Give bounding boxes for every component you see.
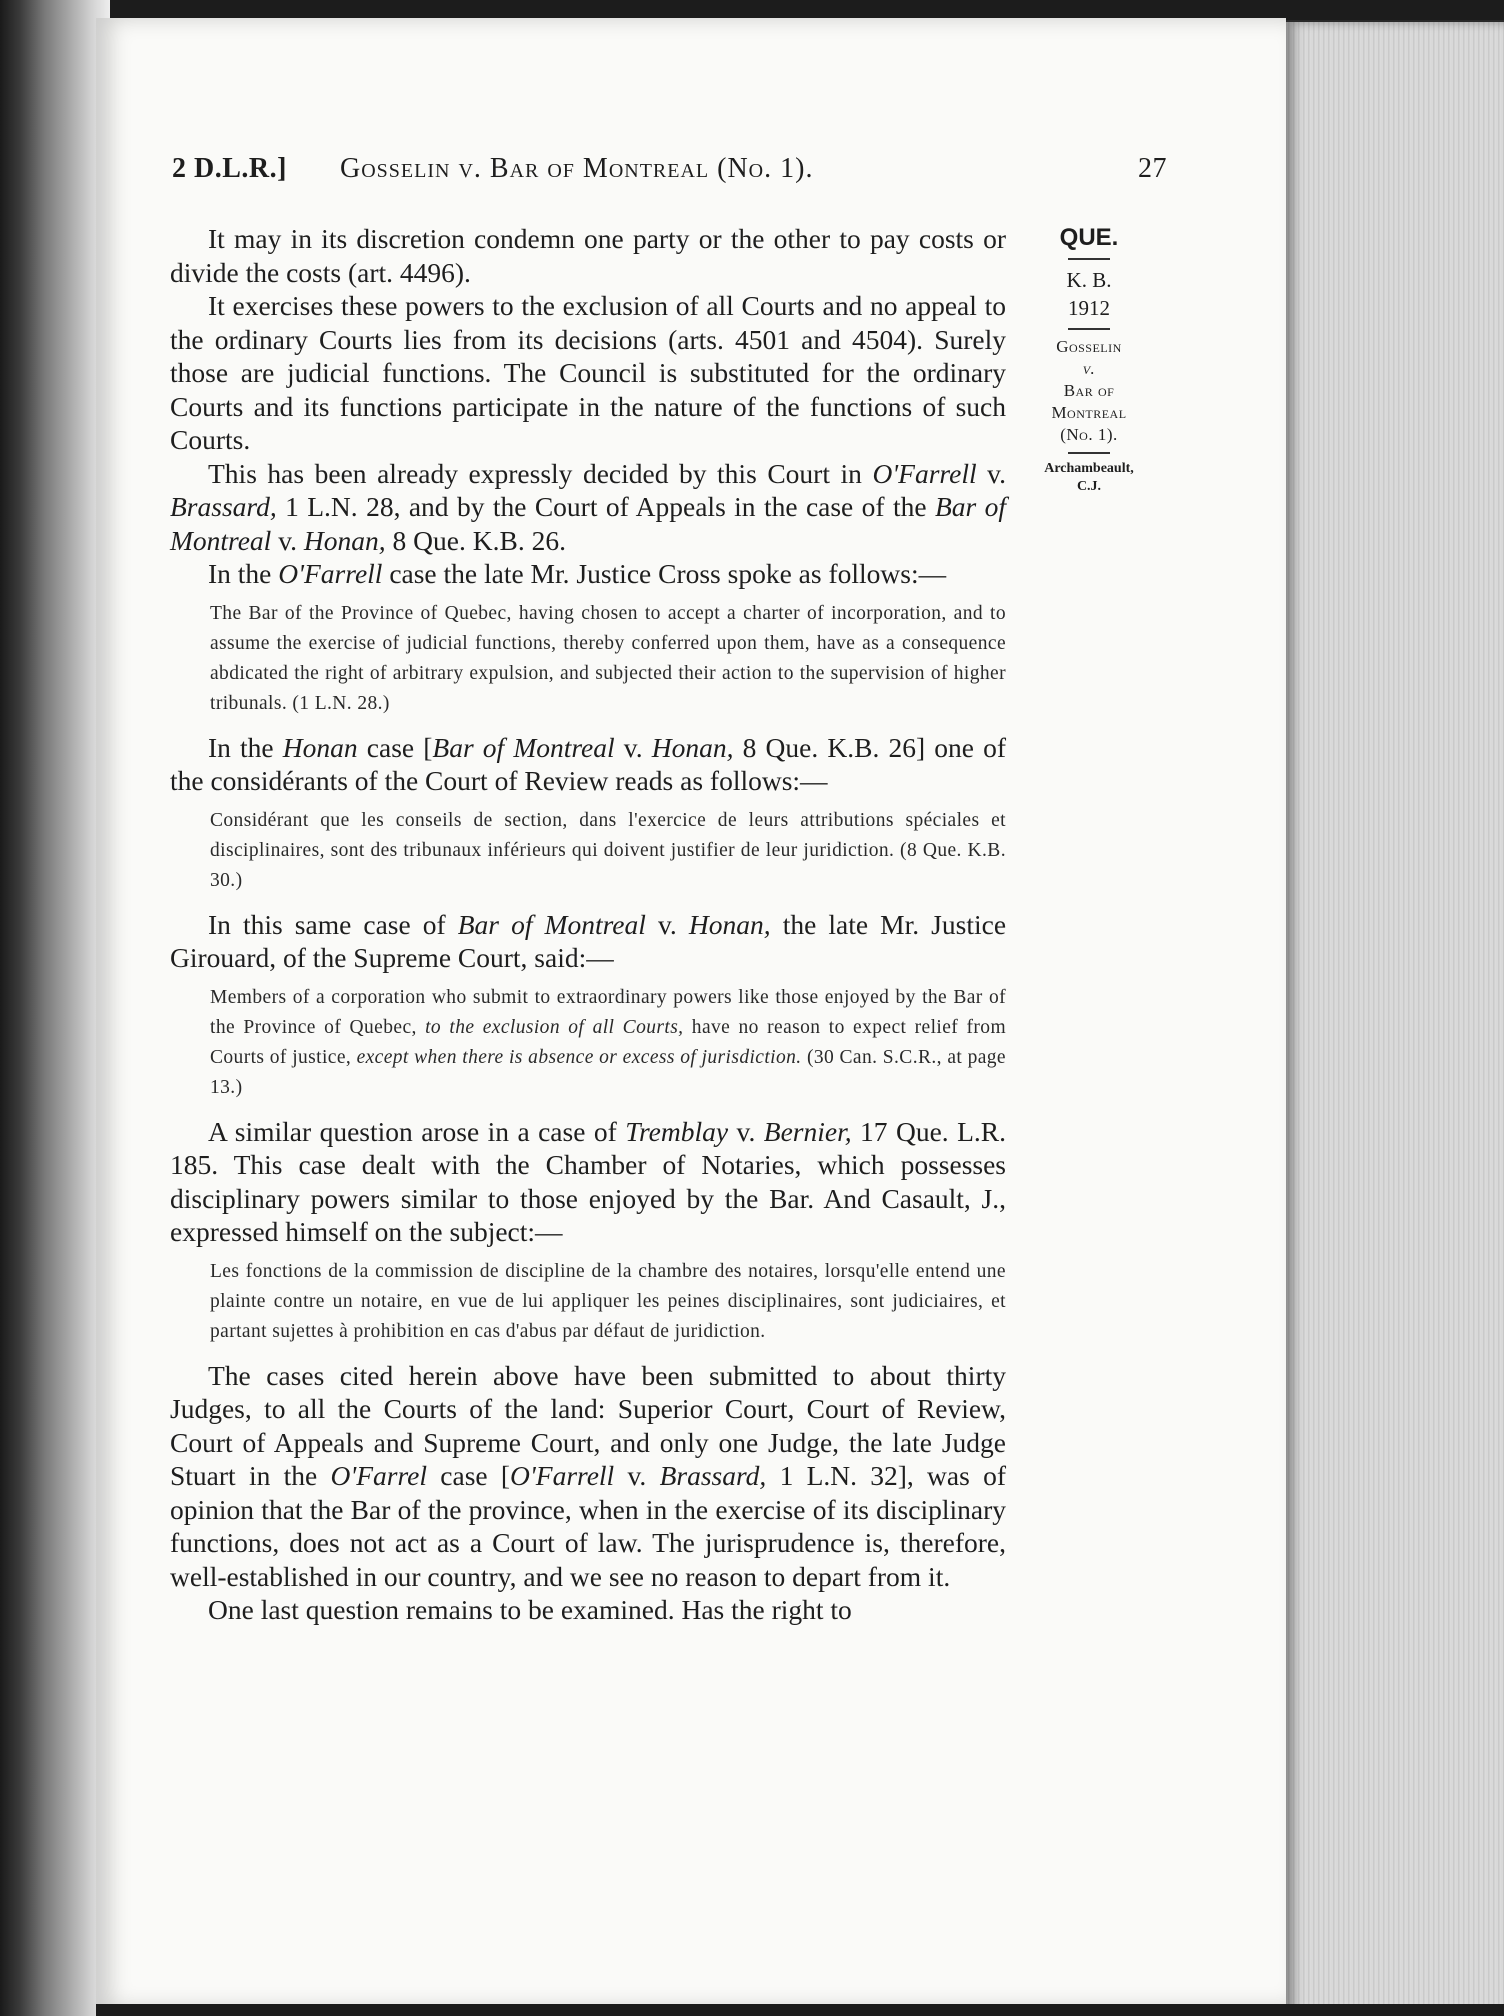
body-text [170, 222, 1006, 1627]
paragraph: It may in its discretion condemn one party or the other to pay costs or divide the costs (art. 4496). [170, 223, 1006, 288]
paragraph: In this same case of Bar of Montreal v. Honan, the late Mr. Justice Girouard, of the Supreme Court, said:— [170, 908, 1007, 973]
margin-case-line: (No. 1). [1060, 425, 1118, 444]
case-name: O'Farrell [510, 1460, 615, 1491]
margin-year: 1912 [1068, 296, 1110, 320]
paragraph: In the O'Farrell case the late Mr. Justice Cross spoke as follows:— [208, 558, 947, 589]
margin-rule [1068, 452, 1110, 454]
scan-top-border [0, 0, 1504, 20]
margin-rule [1068, 258, 1110, 260]
case-name: Bar of Montreal [457, 908, 646, 940]
margin-notes [1030, 224, 1148, 496]
book-binding [0, 0, 110, 2016]
block-quote: Considérant que les conseils de section, dans l'exercice de leurs attributions spéciales et disciplinaires, sont des tribunaux inférieurs qui doivent justifier de leur juridiction. (8 Que. K.B. 30.) [210, 809, 1006, 891]
case-name: Brassard, [170, 491, 277, 522]
paragraph: It exercises these powers to the exclusion of all Courts and no appeal to the ordinary Courts lies from its decisions (arts. 4501 and 4504). Surely those are judicial functions. The Council is substituted for the ordinary Courts and its functions participate in the nature of the functions of such Courts. [170, 290, 1006, 455]
paragraph: In the Honan case [Bar of Montreal v. Honan, 8 Que. K.B. 26] one of the considérants of the Court of Review reads as follows:— [170, 731, 1006, 796]
margin-judge: Archambeault, [1044, 461, 1134, 476]
margin-case-line: Montreal [1051, 403, 1127, 422]
margin-case-line: v. [1082, 359, 1096, 378]
paragraph: A similar question arose in a case of Tremblay v. Bernier, 17 Que. L.R. 185. This case dealt with the Chamber of Notaries, which possesses disciplinary powers similar to those enjoyed by the Bar. And Casault, J., expressed himself on the subject:— [170, 1115, 1006, 1247]
margin-court: K. B. [1066, 268, 1112, 292]
case-name: Tremblay [625, 1115, 729, 1147]
case-name: Honan, [688, 908, 771, 940]
case-name: O'Farrel [330, 1460, 428, 1491]
block-quote: Les fonctions de la commission de discipline de la chambre des notaires, lorsqu'elle entend une plainte contre un notaire, en vue de lui appliquer les peines disciplinaires, sont judiciaires, et partant sujettes à prohibition en cas d'abus par défaut de juridiction. [210, 1260, 1006, 1342]
page-edges [1286, 22, 1504, 2016]
case-name: Bar of Montreal [432, 731, 615, 763]
running-header-volume: 2 D.L.R.] [172, 153, 287, 184]
margin-rule [1068, 328, 1110, 330]
block-quote: Members of a corporation who submit to extraordinary powers like those enjoyed by the Bar of the Province of Quebec, to the exclusion of all Courts, have no reason to expect relief from Courts of justice, except when there is absence or excess of jurisdiction. (30 Can. S.C.R., at page 13.) [210, 986, 1007, 1098]
case-name: O'Farrell [278, 558, 383, 589]
paragraph: The cases cited herein above have been submitted to about thirty Judges, to all the Courts of the land: Superior Court, Court of Review, Court of Appeals and Supreme Court, and only one Judge, the late Judge Stuart in the O'Farrel case [O'Farrell v. Brassard, 1 L.N. 32], was of opinion that the Bar of the province, when in the exercise of its disciplinary functions, does not act as a Court of law. The jurisprudence is, therefore, well-established in our country, and we see no reason to depart from it. [170, 1359, 1006, 1592]
block-quote: The Bar of the Province of Quebec, having chosen to accept a charter of incorporation, and to assume the exercise of judicial functions, thereby conferred upon them, have as a consequence abdicated the right of arbitrary expulsion, and subjected their action to the supervision of higher tribunals. (1 L.N. 28.) [210, 602, 1006, 714]
case-name: Honan, [303, 524, 386, 556]
page-number: 27 [1138, 153, 1167, 184]
margin-case-line: Gosselin [1056, 337, 1122, 356]
case-name: Bernier, [763, 1115, 852, 1147]
margin-province: QUE. [1059, 224, 1119, 251]
case-name: Honan [282, 731, 358, 763]
case-name: Honan, [651, 731, 734, 763]
paragraph: This has been already expressly decided by this Court in O'Farrell v. Brassard, 1 L.N. 28, and by the Court of Appeals in the case of the Bar of Montreal v. Honan, 8 Que. K.B. 26. [170, 457, 1007, 556]
case-name: O'Farrell [872, 457, 977, 489]
margin-judge: C.J. [1076, 479, 1102, 494]
paragraph: One last question remains to be examined. Has the right to [208, 1594, 852, 1625]
running-header-title: Gosselin v. Bar of Montreal (No. 1). [340, 153, 814, 184]
case-name: Bar of Montreal [170, 491, 1007, 556]
margin-case-line: Bar of [1063, 381, 1115, 400]
scan-bottom-border [96, 2004, 1504, 2016]
case-name: Brassard, [659, 1460, 767, 1491]
